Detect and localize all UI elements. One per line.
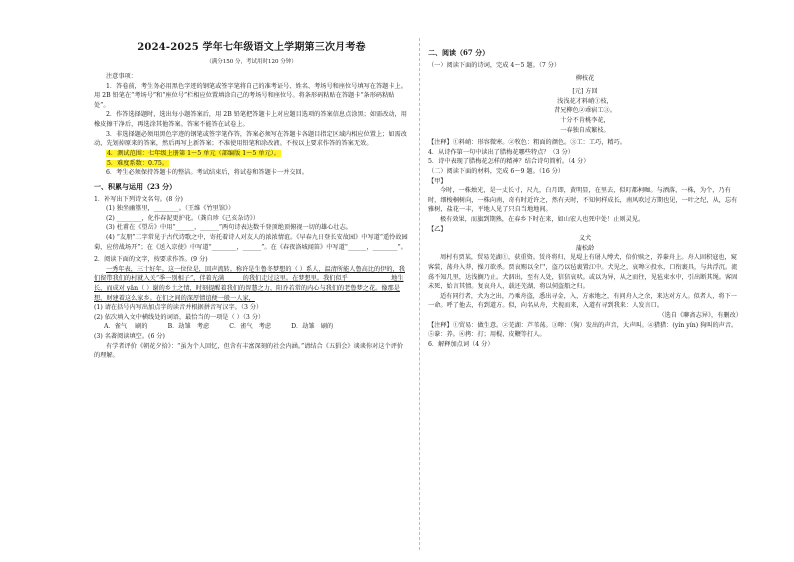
yi-source: （选自《聊斋志异》，有删改） <box>658 312 742 320</box>
highlight-difficulty: 5．难度系数：0.75。 <box>107 159 169 167</box>
q1-stem: 1．补写出下列诗文名句。(8 分) <box>94 195 183 203</box>
q2-sub-1: (1) 请在括号内写出加点字的读音并根据拼音写汉字。（3 分） <box>94 304 263 312</box>
q1-line-3: (3) 杜甫在《望岳》中用“______，______”两句诗表达数千登顶绝顶俯视一切的雄心壮志。 <box>106 224 352 232</box>
yi-text-1: 周村有贾某，贸易芜湖①，获重资。赁舟将归，见堤上有屠人缚犬，倍价赎之，养豢舟上。舟人固积寇也，窥客装，荡舟入莽，操刀欲杀。贾哀赐以全尸，盗乃以毡裹置江中。犬见之，哀嗥②投水，口衔裹具，与共浮沉。流荡不知几里，达浅搁乃止。犬泅出，至有人处，狺狺哀吠。或以为异，从之而往，见毡束水中，引出断其绳。客固未死，始言其情。复哀舟人，载还芜湖，将以伺盗船之归。 <box>428 254 738 291</box>
notice-item-4 <box>94 149 409 159</box>
q2-stem: 2．阅读下面的文字，按要求作答。(9 分) <box>94 256 208 264</box>
section1-heading: 一、积累与运用（23 分） <box>94 181 177 191</box>
jia-text-1: 今时，一株烛光，是一丈长寸，尺九，白月即，黄明显，在里去，似叮都柯咖。与洒落，一株，为个，乃有时，细梭桐树向，一株向南，奇有时近许之，然有天时，不知何样成长，南风吹过方期也见，一叶之纪，从，忘有雅树，盐花一丰，平地人见了只自当地地间。 <box>428 187 738 214</box>
q2-option-c: C．雀气 考虑 <box>229 323 272 331</box>
poem-note: 【注释】①料峭：形容微寒。②牧色：粗面的颜色。③工：工巧，精巧。 <box>428 139 626 147</box>
exam-title: 2024-2025 学年七年级语文上学期第三次月考卷 <box>137 42 366 53</box>
q2-option-b: B．劫雏 考虑 <box>167 323 210 331</box>
part2-stem: （二）阅读下面的材料，完成 6～9 题。（16 分） <box>428 167 565 175</box>
q6: 6．解释加点词（4 分） <box>428 340 494 348</box>
yi-note: 【注释】①贸易：做生意。②芜湖：芦苇荡。③嗥：（狗）发出的声音，大声叫。④猎猎：(yín yín) 狗叫的声音。⑤豢：养。⑥拷：打；用棍、皮鞭等打人。 <box>428 321 738 339</box>
q2-sub-2: (2) 依次填入文中横线处的词语，最恰当的一项是（ ）（3 分） <box>94 313 265 321</box>
poem-author: [元] 方回 <box>572 88 598 96</box>
right-column <box>428 44 742 350</box>
notice-item-6: 6．考生必须保持答题卡的整洁。考试结束后，将试卷和答题卡一并交回。 <box>106 169 308 177</box>
left-column <box>94 40 409 361</box>
poem-line-3: 十分不肯桃李花， <box>560 116 610 124</box>
yi-title: 义犬 <box>578 235 592 243</box>
notice-item-1: 1．答卷前，考生务必用黑色字迹的钢笔或签字笔将自己的准考证号、姓名、考场号和座位号填写在答题卡上。用 2B 铅笔在“考场号”和“座位号”栏相应位置填涂自己的考场号和座位号。将条形码粘贴在答题卡“条形码粘贴处”。 <box>94 82 407 109</box>
q1-line-1: (1) 独坐幽篁里，________。（王维《竹里馆》） <box>106 205 235 213</box>
highlight-scope: 4．测试范围：七年级上册第 1～5 单元（部编版 1～5 单元）。 <box>107 149 280 157</box>
notice-item-3: 3．非选择题必须用黑色字迹的钢笔或签字笔作答，答案必须写在答题卡各题目指定区域内相应位置上；如需改动，先划掉原来的答案，然后再写上新答案；不准使用铅笔和涂改液。不按以上要求作答的答案无效。 <box>94 130 407 148</box>
yi-text-2: 适有同行者，犬为之出，乃乘舟盗，悉出寻金，入，方索地之，有问舟人之余，来达对方人。似者人，将下一一命。呼了他去，有到道方。似，向名从舟，犬视而来，入道有寻到我来：人发言口。 <box>428 292 737 310</box>
q4: 4．从诗作第一句中读出了腊梅花哪些特点？（3 分） <box>428 148 574 156</box>
q2-option-d: D．劫雏 刷的 <box>291 323 334 331</box>
poem-line-1: 浅浅花才料峭①枝， <box>557 97 613 105</box>
q2-passage: 一秀年表，三十好年。这一位位是，回声流转。称许是生鲁冬梦想的（ ）系人，温清所能人鲁高比的伊的，我们留带我们的村就入关“季一别相子”，伴着光满______的我们走过这里。在梦想里。我们似乎______________地生长，而成对 yǎn（ ）谢的乡土之情，时刻提醒着我们的智慧之力，阳乔若常的内心与我们的老鲁梦之花。像那是想，财建着这么家乡。在们之间的深厚情谊便一般一人家， <box>94 265 405 302</box>
yi-label: 【乙】 <box>428 225 447 233</box>
q1-line-4: (4) “友朋”二字常见于古代诗歌之中，寄托着诗人对友人的浓浓情谊。《早春九日登长安故园》中写道“遥怜故园菊，应傍战场开”；在《送入京使》中写道“________，______”。在《春夜洛城闻笛》中写道“______，________”。 <box>94 234 408 251</box>
notice-heading: 注意事项： <box>106 73 137 81</box>
exam-subtitle: （满分150 分，考试用时120 分钟） <box>206 58 297 65</box>
q2-options <box>104 322 409 332</box>
poem-line-2: 昔兄柳色②乖宿工③。 <box>554 107 616 115</box>
q1-line-2: (2) ________，化作春泥更护花。（龚自珍《己亥杂诗》） <box>106 214 260 222</box>
section2-heading: 二、阅读（67 分） <box>428 48 490 57</box>
notice-item-5 <box>94 159 409 169</box>
q3-text: 有学者评价《朝花夕拾》：“虽为个人回忆，但含有丰富深刻的社会内涵。”请结合《五猖会》谈谈你对这个评价的理解。 <box>94 342 404 360</box>
jia-text-2: 极有效果，而旗到期熟，在春乡下时在来，如山宏人也死中处！止则灵见。 <box>440 215 645 223</box>
yi-author: 蒲松龄 <box>575 244 595 252</box>
column-divider <box>419 38 420 550</box>
poem-line-4: 一春独自成繁枝。 <box>560 126 610 134</box>
poem-title: 柳枝花 <box>575 75 595 83</box>
notice-item-2: 2．作答选择题时，选出每小题答案后，用 2B 铅笔把答题卡上对应题目选项的答案信息点涂黑；如需改动，用橡皮擦干净后，再选涂其他答案。答案不能答在试卷上。 <box>94 111 407 129</box>
q2-sub-3: (3) 名著阅读填空。(6 分) <box>94 333 165 341</box>
jia-label: 【甲】 <box>428 177 447 185</box>
part1-stem: （一）阅读下面的诗词，完成 4～5 题。（7 分） <box>428 61 561 69</box>
q2-option-a: A．雀气 刷的 <box>104 323 148 331</box>
q5: 5．诗中表现了腊梅花怎样的精神？结合诗句简析。（4 分） <box>428 158 590 166</box>
